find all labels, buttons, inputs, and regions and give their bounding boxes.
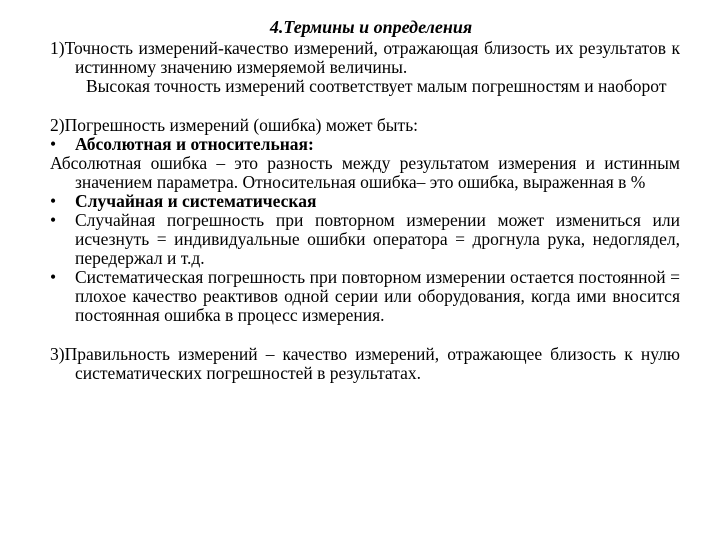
list-item-label: Случайная и систематическая	[75, 191, 317, 211]
paragraph-accuracy: 1)Точность измерений-качество измерений, отражающая близость их результатов к истинному значению измеряемой величины.	[50, 38, 680, 77]
spacer	[50, 325, 680, 345]
slide-body	[50, 39, 680, 383]
bullet-icon: •	[50, 267, 57, 287]
bullet-icon: •	[50, 191, 57, 211]
list-item-text: Систематическая погрешность при повторном измерении остается постоянной = плохое качество реактивов одной серии или оборудования, когда ими вносится постоянная ошибка в процесс измерения.	[75, 267, 680, 325]
list-item-random-error	[50, 211, 680, 268]
list-item-label: Абсолютная и относительная:	[75, 134, 314, 154]
spacer	[50, 96, 680, 116]
paragraph-absolute-error: Абсолютная ошибка – это разность между результатом измерения и истинным значением параметра. Относительная ошибка– это ошибка, выраженная в %	[50, 153, 680, 192]
list-item-random-systematic	[50, 192, 680, 211]
slide-title: 4.Термины и определения	[269, 17, 473, 37]
list-item-text: Случайная погрешность при повторном измерении может измениться или исчезнуть = индивидуальные ошибки оператора = дрогнула рука, недоглядел, передержал и т.д.	[75, 210, 680, 268]
paragraph-error: 2)Погрешность измерений (ошибка) может быть:	[50, 115, 419, 135]
bullet-icon: •	[50, 210, 57, 230]
bullet-icon: •	[50, 134, 57, 154]
list-item-absolute-relative	[50, 135, 680, 154]
paragraph-accuracy-note: Высокая точность измерений соответствует малым погрешностям и наоборот	[86, 76, 667, 96]
list-item-systematic-error	[50, 268, 680, 325]
paragraph-trueness: 3)Правильность измерений – качество измерений, отражающее близость к нулю систематических погрешностей в результатах.	[50, 344, 680, 383]
